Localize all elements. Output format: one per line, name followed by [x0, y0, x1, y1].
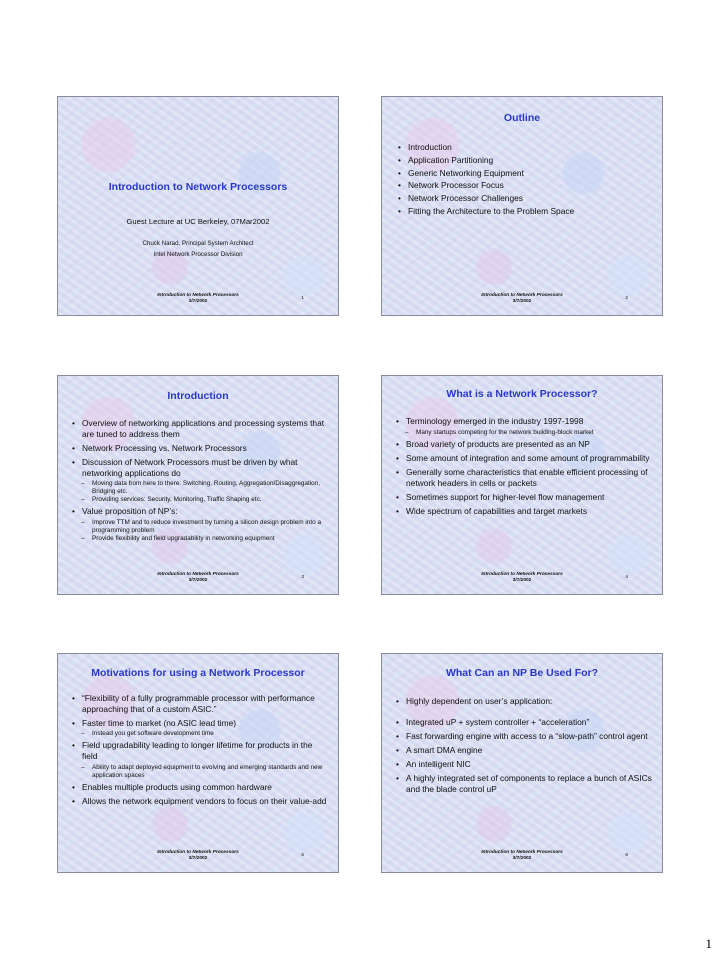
bullet: • Faster time to market (no ASIC lead time) [72, 718, 328, 729]
slide-3-title: Introduction [167, 390, 229, 402]
footer-title: Introduction to Network Processors [481, 572, 563, 577]
slide-footer [382, 572, 662, 584]
bullet: • Network Processing vs. Network Processors [72, 443, 328, 454]
slide-5-bullets [72, 693, 328, 810]
bullet: • Field upgradability leading to longer lifetime for products in the field [72, 740, 328, 761]
bullet: • Some amount of integration and some amount of programmability [396, 453, 652, 464]
slide-4-title: What is a Network Processor? [446, 388, 598, 400]
bullet: • Network Processor Challenges [398, 193, 652, 204]
bullet: • Enables multiple products using common hardware [72, 782, 328, 793]
footer-title: Introduction to Network Processors [481, 850, 563, 855]
slide-1 [57, 96, 339, 316]
slide-3 [57, 375, 339, 595]
bullet: • Discussion of Network Processors must be driven by what networking applications do [72, 457, 328, 478]
slide-6-title: What Can an NP Be Used For? [445, 667, 599, 679]
footer-date: 3/7/2002 [188, 856, 208, 861]
slide-1-subtitle: Guest Lecture at UC Berkeley, 07Mar2002 [126, 217, 270, 226]
slide-number: 4 [625, 575, 628, 580]
bullet: • Fast forwarding engine with access to a “slow-path” control agent [396, 731, 652, 742]
sub-bullet: – Provide flexibility and field upgradability in networking equipment [72, 535, 328, 543]
slide-4-bullets [396, 416, 652, 520]
sub-bullet: – Improve TTM and to reduce investment by turning a silicon design problem into a programming problem [72, 519, 328, 535]
slide-2-title: Outline [503, 112, 541, 124]
bullet: • Generic Networking Equipment [398, 168, 652, 179]
bullet: • Generally some characteristics that enable efficient processing of network headers in cells or packets [396, 467, 652, 488]
slide-5-title: Motivations for using a Network Processor [91, 667, 305, 679]
bullet: • Broad variety of products are presented as an NP [396, 439, 652, 450]
bullet: • Wide spectrum of capabilities and target markets [396, 506, 652, 517]
slide-1-division: Intel Network Processor Division [153, 251, 243, 258]
bullet: • Highly dependent on user’s application: [396, 696, 652, 707]
bullet: • Allows the network equipment vendors to focus on their value-add [72, 796, 328, 807]
slide-2 [381, 96, 663, 316]
footer-date: 3/7/2002 [512, 299, 532, 304]
bullet: • Integrated uP + system controller + “acceleration” [396, 717, 652, 728]
slide-number: 2 [625, 296, 628, 301]
bullet: • Overview of networking applications and processing systems that are tuned to address them [72, 418, 328, 439]
slide-6-bullets [396, 696, 652, 798]
bullet: • Network Processor Focus [398, 180, 652, 191]
bullet: • Value proposition of NP’s: [72, 506, 328, 517]
sub-bullet: – Providing services: Security, Monitoring, Traffic Shaping etc. [72, 496, 328, 504]
bullet: • Terminology emerged in the industry 1997-1998 [396, 416, 652, 427]
bullet: • Application Partitioning [398, 155, 652, 166]
footer-date: 3/7/2002 [512, 856, 532, 861]
slide-number: 5 [301, 853, 304, 858]
footer-title: Introduction to Network Processors [157, 572, 239, 577]
slide-footer [58, 572, 338, 584]
bullet: • Fitting the Architecture to the Problem Space [398, 206, 652, 217]
slide-footer [382, 293, 662, 305]
slide-4 [381, 375, 663, 595]
slide-1-author: Chuck Narad, Principal System Architect [142, 240, 254, 247]
bullet: • Sometimes support for higher-level flow management [396, 492, 652, 503]
slide-footer [382, 850, 662, 862]
slide-footer [58, 850, 338, 862]
slide-2-bullets [398, 142, 652, 219]
slide-footer [58, 293, 338, 305]
slide-1-title: Introduction to Network Processors [108, 181, 288, 193]
slide-6 [381, 653, 663, 873]
bullet: • A highly integrated set of components to replace a bunch of ASICs and the blade control uP [396, 773, 652, 794]
sub-bullet: – Moving data from here to there: Switching, Routing, Aggregation/Disaggregation, Bridging etc. [72, 480, 328, 496]
bullet: • “Flexibility of a fully programmable processor with performance approaching that of a custom ASIC.” [72, 693, 328, 714]
page-number: 1 [705, 936, 712, 951]
sub-bullet: – Instead you get software development time [72, 730, 328, 738]
bullet: • An intelligent NIC [396, 759, 652, 770]
footer-title: Introduction to Network Processors [157, 293, 239, 298]
slide-number: 6 [625, 853, 628, 858]
footer-date: 3/7/2002 [188, 578, 208, 583]
footer-date: 3/7/2002 [188, 299, 208, 304]
bullet: • A smart DMA engine [396, 745, 652, 756]
slide-5 [57, 653, 339, 873]
bullet: • Introduction [398, 142, 652, 153]
slide-number: 1 [301, 296, 304, 301]
footer-title: Introduction to Network Processors [481, 293, 563, 298]
sub-bullet: – Ability to adapt deployed equipment to evolving and emerging standards and new application spaces [72, 764, 328, 780]
slide-number: 3 [301, 575, 304, 580]
footer-title: Introduction to Network Processors [157, 850, 239, 855]
footer-date: 3/7/2002 [512, 578, 532, 583]
sub-bullet: – Many startups competing for the network building-block market [396, 429, 652, 437]
slide-3-bullets [72, 418, 328, 544]
